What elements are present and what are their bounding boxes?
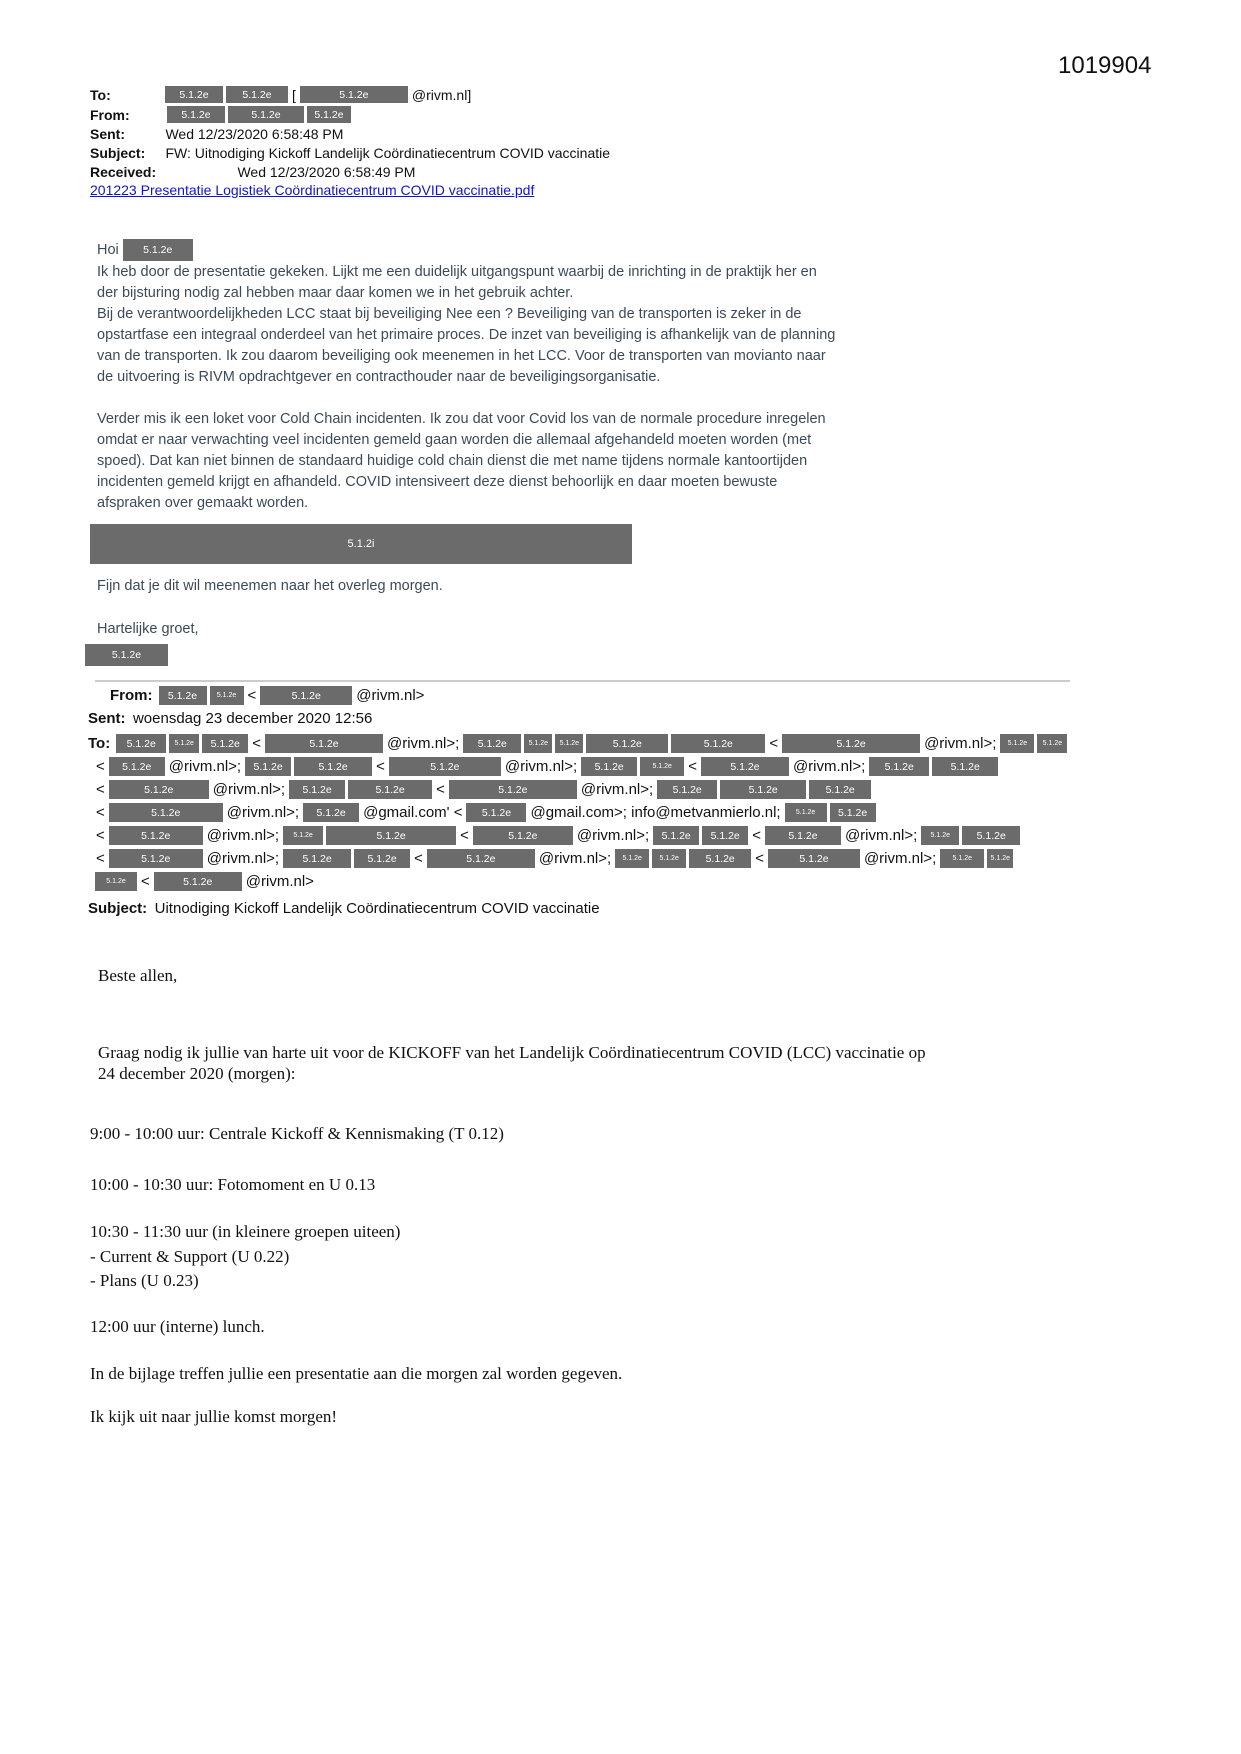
redaction-box: 5.1.2e xyxy=(555,734,583,753)
redaction-box: 5.1.2e xyxy=(921,826,959,845)
redaction-box: 5.1.2e xyxy=(210,686,244,705)
body1-paragraph-3: Fijn dat je dit wil meenemen naar het overleg morgen. xyxy=(97,578,443,594)
redaction-box: 5.1.2e xyxy=(283,849,351,868)
body1-paragraph-1 xyxy=(97,262,835,388)
redaction-box: 5.1.2e xyxy=(109,780,209,799)
to-label: To: xyxy=(88,735,111,752)
greeting-line xyxy=(97,239,193,261)
to-label: To: xyxy=(90,86,111,103)
header1-to-recipients xyxy=(165,86,472,103)
redaction-box: 5.1.2e xyxy=(260,686,352,705)
redaction-box-signature: 5.1.2e xyxy=(85,644,168,666)
redaction-box: 5.1.2e xyxy=(653,826,699,845)
recipient-text: < xyxy=(96,850,105,867)
body1-closing: Hartelijke groet, xyxy=(97,621,199,637)
schedule-item-1: 9:00 - 10:00 uur: Centrale Kickoff & Kennismaking (T 0.12) xyxy=(90,1124,504,1143)
recipient-row xyxy=(95,826,1020,845)
text-line: omdat er naar verwachting veel incidenten gemeld gaan worden die allemaal afgehandeld moeten worden (met xyxy=(97,432,812,448)
redaction-box: 5.1.2e xyxy=(615,849,649,868)
redaction-box: 5.1.2e xyxy=(809,780,871,799)
schedule-item-3a: - Current & Support (U 0.22) xyxy=(90,1247,290,1266)
section-divider xyxy=(95,680,1070,682)
recipient-row xyxy=(95,757,998,776)
recipient-text: < xyxy=(436,781,445,798)
header1-received-row xyxy=(90,164,415,182)
redaction-box: 5.1.2e xyxy=(702,826,748,845)
redaction-box: 5.1.2e xyxy=(109,849,203,868)
recipient-text: @rivm.nl>; xyxy=(226,804,300,821)
header1-from-recipients xyxy=(167,106,351,123)
subject-value: FW: Uitnodiging Kickoff Landelijk Coördinatiecentrum COVID vaccinatie xyxy=(165,145,611,161)
body1-paragraph-2 xyxy=(97,409,826,514)
redaction-box: 5.1.2e xyxy=(167,106,225,123)
recipient-text: < xyxy=(252,735,261,752)
redaction-box: 5.1.2e xyxy=(463,734,521,753)
recipient-text: @rivm.nl>; xyxy=(576,827,650,844)
subject-value: Uitnodiging Kickoff Landelijk Coördinatiecentrum COVID vaccinatie xyxy=(154,900,600,917)
recipient-row xyxy=(95,780,871,799)
text-line: Verder mis ik een loket voor Cold Chain incidenten. Ik zou dat voor Covid los van de normale procedure inregelen xyxy=(97,411,826,427)
recipient-text: < xyxy=(141,873,150,890)
redaction-box: 5.1.2e xyxy=(283,826,323,845)
header1-to-row xyxy=(90,86,472,103)
redaction-box: 5.1.2e xyxy=(326,826,456,845)
redaction-box: 5.1.2e xyxy=(348,780,432,799)
redaction-box: 5.1.2e xyxy=(830,803,876,822)
redaction-box: 5.1.2e xyxy=(165,86,223,103)
redaction-box: 5.1.2e xyxy=(962,826,1020,845)
body2-closing: Ik kijk uit naar jullie komst morgen! xyxy=(90,1407,338,1426)
redaction-box: 5.1.2e xyxy=(300,86,408,103)
redaction-box: 5.1.2e xyxy=(427,849,535,868)
received-label: Received: xyxy=(90,164,157,180)
sent-value: Wed 12/23/2020 6:58:48 PM xyxy=(165,126,344,142)
greeting-text: Hoi xyxy=(97,242,119,258)
redaction-box: 5.1.2e xyxy=(640,757,684,776)
recipient-text: @rivm.nl>; xyxy=(386,735,460,752)
recipient-text: @rivm.nl> xyxy=(245,873,314,890)
recipient-row xyxy=(116,734,1067,753)
redaction-box: 5.1.2e xyxy=(581,757,637,776)
recipient-text: @gmail.com' < xyxy=(363,804,463,821)
recipient-text: @gmail.com>; info@metvanmierlo.nl; xyxy=(530,804,781,821)
redaction-box: 5.1.2e xyxy=(652,849,686,868)
redaction-box: 5.1.2e xyxy=(202,734,248,753)
recipient-text: @rivm.nl>; xyxy=(844,827,918,844)
redaction-box: 5.1.2e xyxy=(720,780,806,799)
redaction-box: 5.1.2e xyxy=(449,780,577,799)
text-line: Graag nodig ik jullie van harte uit voor de KICKOFF van het Landelijk Coördinatiecentrum COVID (LCC) vaccinatie op xyxy=(98,1043,926,1062)
redaction-box: 5.1.2e xyxy=(116,734,166,753)
recipient-text: @rivm.nl> xyxy=(356,687,425,704)
redaction-box: 5.1.2e xyxy=(473,826,573,845)
redaction-box: 5.1.2e xyxy=(303,803,359,822)
body2-intro xyxy=(98,1042,926,1084)
header2-from-row xyxy=(110,686,425,705)
redaction-box: 5.1.2e xyxy=(689,849,751,868)
recipient-text: < xyxy=(752,827,761,844)
redaction-box: 5.1.2e xyxy=(289,780,345,799)
recipient-text: < xyxy=(460,827,469,844)
sent-label: Sent: xyxy=(88,710,126,727)
text-line: spoed). Dat kan niet binnen de standaard huidige cold chain dienst die met name tijdens normale kantoortijden xyxy=(97,453,808,469)
text-line: van de transporten. Ik zou daarom beveiliging ook meenemen in het LCC. Voor de transporten van movianto naar xyxy=(97,348,826,364)
redaction-box: 5.1.2e xyxy=(159,686,207,705)
redaction-box: 5.1.2e xyxy=(657,780,717,799)
recipient-text: < xyxy=(755,850,764,867)
header1-from-row xyxy=(90,106,351,123)
redaction-box: 5.1.2e xyxy=(265,734,383,753)
redaction-box: 5.1.2e xyxy=(354,849,410,868)
recipient-row xyxy=(95,849,1013,868)
redaction-box: 5.1.2e xyxy=(123,239,193,261)
redaction-box: 5.1.2e xyxy=(294,757,372,776)
redaction-box: 5.1.2e xyxy=(466,803,526,822)
redaction-box: 5.1.2e xyxy=(524,734,552,753)
recipient-text: < xyxy=(376,758,385,775)
text-line: incidenten gemeld krijgt en afhandeld. COVID intensiveert deze dienst behoorlijk en daar moeten bewuste xyxy=(97,474,778,490)
redaction-box: 5.1.2e xyxy=(109,757,165,776)
recipient-text: < xyxy=(247,687,257,704)
recipient-text: < xyxy=(688,758,697,775)
page-number: 1019904 xyxy=(1058,52,1152,79)
redaction-box: 5.1.2e xyxy=(768,849,860,868)
from-label: From: xyxy=(110,687,153,704)
schedule-item-3: 10:30 - 11:30 uur (in kleinere groepen uiteen) xyxy=(90,1222,401,1241)
text-line: Bij de verantwoordelijkheden LCC staat bij beveiliging Nee een ? Beveiliging van de transporten is zeker in de xyxy=(97,306,802,322)
redaction-box: 5.1.2e xyxy=(869,757,929,776)
redaction-box: 5.1.2e xyxy=(785,803,827,822)
sent-value: woensdag 23 december 2020 12:56 xyxy=(132,710,373,727)
recipient-text: < xyxy=(96,827,105,844)
redaction-box: 5.1.2e xyxy=(765,826,841,845)
recipient-row xyxy=(95,803,876,822)
schedule-item-3b: - Plans (U 0.23) xyxy=(90,1271,199,1290)
redaction-box: 5.1.2e xyxy=(940,849,984,868)
redaction-box: 5.1.2e xyxy=(586,734,668,753)
recipient-text: < xyxy=(414,850,423,867)
recipient-text: @rivm.nl>; xyxy=(504,758,578,775)
recipient-text: @rivm.nl>; xyxy=(580,781,654,798)
text-line: afspraken over gemaakt worden. xyxy=(97,495,309,511)
redaction-box: 5.1.2e xyxy=(245,757,291,776)
redaction-box: 5.1.2e xyxy=(109,803,223,822)
recipient-text: [ xyxy=(292,86,296,103)
redaction-box: 5.1.2e xyxy=(1037,734,1067,753)
recipient-text: @rivm.nl>; xyxy=(206,850,280,867)
recipient-text: < xyxy=(769,735,779,752)
redaction-box: 5.1.2e xyxy=(1000,734,1034,753)
redaction-box: 5.1.2e xyxy=(671,734,765,753)
recipient-text: < xyxy=(96,758,105,775)
redaction-box: 5.1.2e xyxy=(154,872,242,891)
header2-sent-row xyxy=(88,710,372,728)
redaction-box: 5.1.2e xyxy=(226,86,288,103)
redaction-box: 5.1.2e xyxy=(169,734,199,753)
redaction-box: 5.1.2e xyxy=(932,757,998,776)
recipient-text: @rivm.nl>; xyxy=(212,781,286,798)
attachment-link[interactable]: 201223 Presentatie Logistiek Coördinatiecentrum COVID vaccinatie.pdf xyxy=(90,182,535,198)
recipient-text: @rivm.nl>; xyxy=(206,827,280,844)
text-line: de uitvoering is RIVM opdrachtgever en contracthouder naar de beveiligingsorganisatie. xyxy=(97,369,661,385)
subject-label: Subject: xyxy=(90,145,146,161)
redaction-box: 5.1.2e xyxy=(228,106,304,123)
header2-subject-row xyxy=(88,900,600,918)
subject-label: Subject: xyxy=(88,900,148,917)
text-line: opstartfase een integraal onderdeel van het primaire proces. De inzet van beveiliging is afhankelijk van de planning xyxy=(97,327,836,343)
recipient-text: @rivm.nl] xyxy=(411,86,472,103)
recipient-text: @rivm.nl>; xyxy=(792,758,866,775)
body2-attachment-note: In de bijlage treffen jullie een presentatie aan die morgen zal worden gegeven. xyxy=(90,1364,623,1383)
schedule-item-2: 10:00 - 10:30 uur: Fotomoment en U 0.13 xyxy=(90,1175,376,1194)
redaction-box: 5.1.2e xyxy=(701,757,789,776)
header1-sent-row xyxy=(90,126,343,144)
recipient-text: < xyxy=(96,804,105,821)
recipient-text: @rivm.nl>; xyxy=(863,850,937,867)
header2-from-recipients xyxy=(159,686,426,705)
from-label: From: xyxy=(90,106,130,123)
text-line: Ik heb door de presentatie gekeken. Lijkt me een duidelijk uitgangspunt waarbij de inrichting in de praktijk her en xyxy=(97,264,817,280)
redaction-box: 5.1.2e xyxy=(987,849,1013,868)
schedule-item-4: 12:00 uur (interne) lunch. xyxy=(90,1317,265,1336)
redaction-block: 5.1.2i xyxy=(90,524,632,564)
recipient-row xyxy=(95,872,315,891)
redaction-box: 5.1.2e xyxy=(307,106,351,123)
recipient-text: @rivm.nl>; xyxy=(924,735,997,752)
sent-label: Sent: xyxy=(90,126,125,142)
recipient-text: @rivm.nl>; xyxy=(538,850,612,867)
header1-subject-row xyxy=(90,145,610,163)
text-line: der bijsturing nodig zal hebben maar daar komen we in het gebruik achter. xyxy=(97,285,574,301)
recipient-text: < xyxy=(96,781,105,798)
redaction-box: 5.1.2e xyxy=(95,872,137,891)
body2-salutation: Beste allen, xyxy=(98,966,178,985)
redaction-box: 5.1.2e xyxy=(109,826,203,845)
redaction-box: 5.1.2e xyxy=(782,734,920,753)
recipient-text: @rivm.nl>; xyxy=(168,758,242,775)
redaction-box: 5.1.2e xyxy=(389,757,501,776)
received-value: Wed 12/23/2020 6:58:49 PM xyxy=(237,164,416,180)
text-line: 24 december 2020 (morgen): xyxy=(98,1064,296,1083)
header2-to-row-1 xyxy=(88,734,1067,753)
